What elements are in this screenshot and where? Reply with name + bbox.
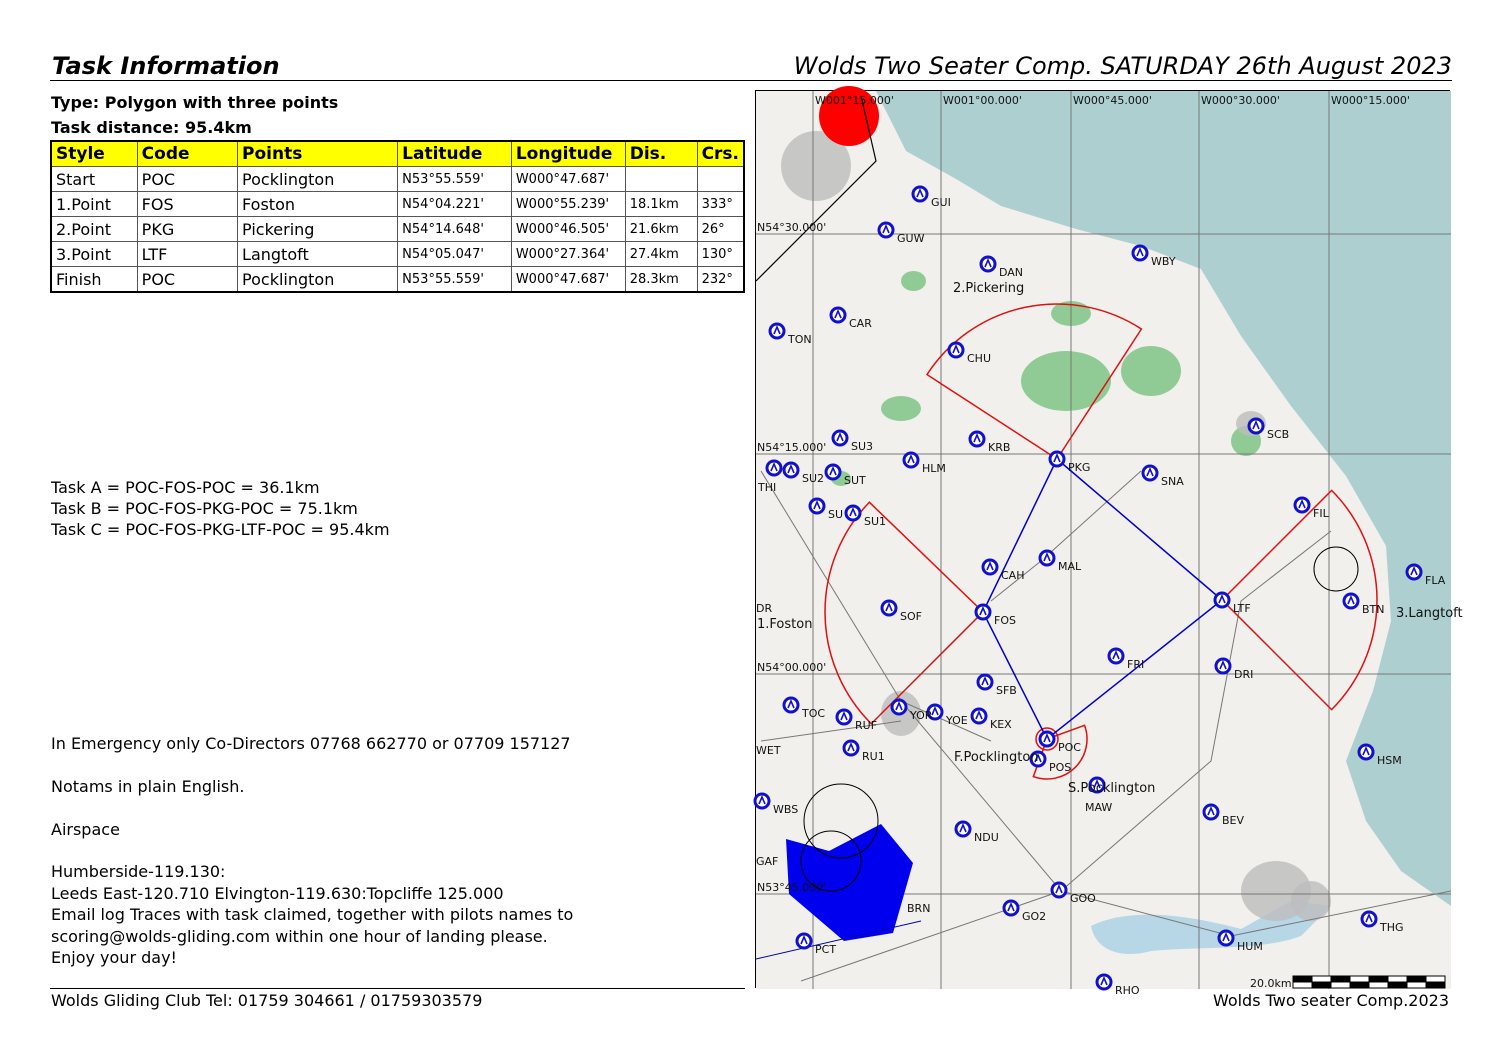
- task-b: Task B = POC-FOS-PKG-POC = 75.1km: [51, 499, 358, 518]
- waypoint-label: SFB: [996, 684, 1017, 697]
- grid-label-lon: W000°30.000': [1201, 94, 1280, 107]
- waypoint-fri[interactable]: [1109, 649, 1123, 663]
- cell-course: 333°: [697, 192, 744, 217]
- col-style: Style: [51, 141, 137, 167]
- waypoint-sfb[interactable]: [978, 675, 992, 689]
- waypoint-label: WBY: [1151, 255, 1176, 268]
- cell-code: POC: [137, 267, 237, 293]
- cell-distance: [625, 167, 697, 192]
- notams-note: Notams in plain English.: [51, 777, 245, 796]
- cell-point: Pocklington: [238, 167, 398, 192]
- waypoint-btn[interactable]: [1344, 594, 1358, 608]
- waypoint-label: CAR: [849, 317, 872, 330]
- turnpoint-label: 1.Foston: [757, 617, 813, 632]
- waypoint-label: TON: [788, 333, 812, 346]
- cell-distance: 27.4km: [625, 242, 697, 267]
- waypoint-bev[interactable]: [1204, 805, 1218, 819]
- turnpoint-label: 2.Pickering: [953, 281, 1025, 296]
- grid-label-lat: N54°00.000': [757, 661, 827, 674]
- waypoint-label: HUM: [1237, 940, 1263, 953]
- cell-longitude: W000°55.239': [511, 192, 625, 217]
- scale-bar-segment: [1312, 982, 1331, 988]
- waypoint-label: CHU: [967, 352, 992, 365]
- cell-longitude: W000°47.687': [511, 167, 625, 192]
- cell-distance: 18.1km: [625, 192, 697, 217]
- grid-label-lon: W000°15.000': [1331, 94, 1410, 107]
- cell-style: Start: [51, 167, 137, 192]
- cell-style: 1.Point: [51, 192, 137, 217]
- waypoint-krb[interactable]: [970, 432, 984, 446]
- task-map[interactable]: [755, 90, 1463, 997]
- waypoint-pkg[interactable]: [1050, 452, 1064, 466]
- waypoint-label: WBS: [773, 803, 799, 816]
- waypoint-su3[interactable]: [833, 431, 847, 445]
- cell-code: PKG: [137, 217, 237, 242]
- cell-longitude: W000°46.505': [511, 217, 625, 242]
- waypoint-label: GAF: [756, 855, 779, 868]
- cell-latitude: N54°05.047': [398, 242, 512, 267]
- scale-bar-segment: [1388, 982, 1407, 988]
- waypoint-label: GO2: [1022, 910, 1047, 923]
- col-distance: Dis.: [625, 141, 697, 167]
- waypoint-fla[interactable]: [1407, 565, 1421, 579]
- table-row: [51, 167, 744, 192]
- waypoint-label: SUT: [844, 474, 866, 487]
- waypoint-su2[interactable]: [784, 463, 798, 477]
- waypoint-ruf[interactable]: [837, 710, 851, 724]
- waypoint-fil[interactable]: [1295, 498, 1309, 512]
- waypoint-gui[interactable]: [913, 187, 927, 201]
- cell-style: 2.Point: [51, 217, 137, 242]
- forest-area: [1021, 351, 1111, 411]
- waypoint-hum[interactable]: [1219, 931, 1233, 945]
- task-distance: Task distance: 95.4km: [51, 118, 252, 137]
- waypoint-label: MAW: [1085, 801, 1113, 814]
- cell-style: Finish: [51, 267, 137, 293]
- waypoint-label: FIL: [1313, 507, 1329, 520]
- table-row: [51, 242, 744, 267]
- waypoint-label: FLA: [1425, 574, 1446, 587]
- waypoint-wbs[interactable]: [755, 794, 769, 808]
- cell-latitude: N53°55.559': [398, 167, 512, 192]
- grid-label-lat: N54°30.000': [757, 221, 827, 234]
- cell-point: Pickering: [238, 217, 398, 242]
- cell-latitude: N54°04.221': [398, 192, 512, 217]
- waypoint-label: RU1: [862, 750, 885, 763]
- col-points: Points: [238, 141, 398, 167]
- waypoint-label: SU3: [851, 440, 874, 453]
- scale-bar-segment: [1426, 982, 1445, 988]
- waypoint-label: YOR: [910, 709, 933, 722]
- cell-course: 26°: [697, 217, 744, 242]
- waypoint-thg[interactable]: [1362, 912, 1376, 926]
- waypoint-label: THG: [1380, 921, 1404, 934]
- grid-label-lon: W000°45.000': [1073, 94, 1152, 107]
- footer-comp: Wolds Two seater Comp.2023: [1212, 991, 1449, 1010]
- waypoint-kex[interactable]: [972, 709, 986, 723]
- note-line: scoring@wolds-gliding.com within one hour of landing please.: [51, 927, 548, 946]
- forest-area: [881, 396, 921, 421]
- cell-code: POC: [137, 167, 237, 192]
- col-latitude: Latitude: [398, 141, 512, 167]
- scale-bar-segment: [1369, 982, 1388, 988]
- waypoint-label: HLM: [922, 462, 946, 475]
- waypoint-hsm[interactable]: [1359, 745, 1373, 759]
- waypoint-dri[interactable]: [1216, 659, 1230, 673]
- scale-bar-segment: [1312, 976, 1331, 982]
- forest-area: [1121, 346, 1181, 396]
- grid-label-lon: W001°15.000': [815, 94, 894, 107]
- cell-point: Langtoft: [238, 242, 398, 267]
- waypoint-label: DRI: [1234, 668, 1254, 681]
- waypoint-rho[interactable]: [1097, 975, 1111, 989]
- scale-bar-segment: [1350, 976, 1369, 982]
- waypoint-label: SU: [828, 508, 844, 521]
- scale-bar-segment: [1350, 982, 1369, 988]
- waypoint-label: GOO: [1070, 892, 1096, 905]
- airspace-heading: Airspace: [51, 820, 120, 839]
- waypoint-label: FOS: [994, 614, 1016, 627]
- waypoint-mal[interactable]: [1040, 551, 1054, 565]
- scale-bar-segment: [1293, 976, 1312, 982]
- waypoint-label: POC: [1058, 741, 1081, 754]
- emergency-contact: In Emergency only Co-Directors 07768 662770 or 07709 157127: [51, 734, 571, 753]
- cell-point: Pocklington: [238, 267, 398, 293]
- waypoint-ltf[interactable]: [1215, 593, 1229, 607]
- waypoint-guw[interactable]: [879, 223, 893, 237]
- grid-label-lat: N53°45.000': [757, 881, 827, 894]
- waypoint-label: SU2: [802, 472, 825, 485]
- waypoint-dan[interactable]: [981, 257, 995, 271]
- waypoint-label: BTN: [1362, 603, 1385, 616]
- waypoint-chu[interactable]: [949, 343, 963, 357]
- table-header-row: [51, 141, 744, 167]
- waypoint-go2[interactable]: [1004, 901, 1018, 915]
- cell-latitude: N53°55.559': [398, 267, 512, 293]
- forest-area: [901, 271, 926, 291]
- cell-latitude: N54°14.648': [398, 217, 512, 242]
- waypoint-label: LTF: [1233, 602, 1251, 615]
- waypoint-label: GUW: [897, 232, 925, 245]
- scale-label: 20.0km: [1250, 977, 1292, 990]
- waypoint-label: GUI: [931, 196, 951, 209]
- waypoint-label: CAH: [1001, 569, 1025, 582]
- waypoint-poc[interactable]: [1040, 732, 1054, 746]
- map-canvas: [756, 91, 1463, 997]
- waypoint-car[interactable]: [831, 308, 845, 322]
- note-line: Leeds East-120.710 Elvington-119.630:Topcliffe 125.000: [51, 884, 504, 903]
- cell-longitude: W000°47.687': [511, 267, 625, 293]
- cell-code: LTF: [137, 242, 237, 267]
- waypoint-label: RUF: [855, 719, 878, 732]
- cell-course: 130°: [697, 242, 744, 267]
- title-divider: [50, 80, 1452, 81]
- cell-longitude: W000°27.364': [511, 242, 625, 267]
- turnpoint-label: F.Pocklington: [954, 750, 1039, 765]
- waypoint-goo[interactable]: [1052, 883, 1066, 897]
- waypoint-label: POS: [1049, 761, 1072, 774]
- page-title: Task Information: [52, 52, 280, 80]
- waypoint-label: BRN: [907, 902, 931, 915]
- note-line: Humberside-119.130:: [51, 862, 226, 881]
- waypoint-label: MAL: [1058, 560, 1082, 573]
- waypoint-thi[interactable]: [767, 461, 781, 475]
- waypoint-label: FRI: [1127, 658, 1145, 671]
- col-longitude: Longitude: [511, 141, 625, 167]
- waypoint-label: BEV: [1222, 814, 1245, 827]
- town-area: [1291, 881, 1331, 921]
- waypoint-label: SCB: [1267, 428, 1290, 441]
- waypoint-ru1[interactable]: [844, 741, 858, 755]
- waypoint-hlm[interactable]: [904, 453, 918, 467]
- scale-bar-segment: [1369, 976, 1388, 982]
- scale-bar-segment: [1388, 976, 1407, 982]
- waypoint-scb[interactable]: [1249, 419, 1263, 433]
- note-line: Enjoy your day!: [51, 948, 177, 967]
- table-row: [51, 217, 744, 242]
- waypoint-label: KRB: [988, 441, 1011, 454]
- cell-style: 3.Point: [51, 242, 137, 267]
- task-c: Task C = POC-FOS-PKG-LTF-POC = 95.4km: [51, 520, 390, 539]
- waypoint-label: PCT: [815, 943, 837, 956]
- col-code: Code: [137, 141, 237, 167]
- waypoint-label: NDU: [974, 831, 999, 844]
- scale-bar-segment: [1426, 976, 1445, 982]
- footer-divider: [50, 988, 745, 989]
- cell-point: Foston: [238, 192, 398, 217]
- cell-distance: 21.6km: [625, 217, 697, 242]
- note-line: Email log Traces with task claimed, together with pilots names to: [51, 905, 574, 924]
- table-row: [51, 267, 744, 293]
- waypoint-label: PKG: [1068, 461, 1091, 474]
- scale-bar-segment: [1293, 982, 1312, 988]
- cell-course: 232°: [697, 267, 744, 293]
- waypoint-label: SNA: [1161, 475, 1184, 488]
- waypoint-pct[interactable]: [797, 934, 811, 948]
- competition-title: Wolds Two Seater Comp. SATURDAY 26th August 2023: [793, 52, 1452, 80]
- task-type: Type: Polygon with three points: [51, 93, 339, 112]
- waypoint-su1[interactable]: [846, 506, 860, 520]
- waypoint-label: HSM: [1377, 754, 1402, 767]
- scale-bar-segment: [1407, 976, 1426, 982]
- waypoint-su[interactable]: [810, 499, 824, 513]
- footer-club: Wolds Gliding Club Tel: 01759 304661 / 01759303579: [51, 991, 483, 1010]
- scale-bar-segment: [1407, 982, 1426, 988]
- waypoint-cah[interactable]: [983, 560, 997, 574]
- waypoint-label: TOC: [802, 707, 826, 720]
- waypoint-label: THI: [758, 481, 777, 494]
- waypoint-label: YOE: [946, 714, 968, 727]
- waypoint-label: SOF: [900, 610, 922, 623]
- waypoint-sof[interactable]: [882, 601, 896, 615]
- cell-course: [697, 167, 744, 192]
- waypoint-label: DAN: [999, 266, 1024, 279]
- scale-bar-segment: [1331, 982, 1350, 988]
- waypoint-ndu[interactable]: [956, 822, 970, 836]
- scale-bar-segment: [1331, 976, 1350, 982]
- waypoint-label: DR: [756, 602, 773, 615]
- table-row: [51, 192, 744, 217]
- grid-label-lon: W001°00.000': [943, 94, 1022, 107]
- turnpoint-label: 3.Langtoft: [1396, 606, 1463, 621]
- waypoint-wby[interactable]: [1133, 246, 1147, 260]
- waypoint-label: SU1: [864, 515, 887, 528]
- waypoint-label: KEX: [990, 718, 1012, 731]
- col-course: Crs.: [697, 141, 744, 167]
- turnpoint-label: S.Pocklington: [1068, 781, 1156, 796]
- waypoint-toc[interactable]: [784, 698, 798, 712]
- grid-label-lat: N54°15.000': [757, 441, 827, 454]
- waypoint-label: WET: [756, 744, 781, 757]
- waypoint-ton[interactable]: [770, 324, 784, 338]
- cell-distance: 28.3km: [625, 267, 697, 293]
- waypoint-sut[interactable]: [826, 465, 840, 479]
- task-a: Task A = POC-FOS-POC = 36.1km: [51, 478, 320, 497]
- task-table: [50, 140, 745, 293]
- cell-code: FOS: [137, 192, 237, 217]
- waypoint-sna[interactable]: [1143, 466, 1157, 480]
- waypoint-label: RHO: [1115, 984, 1140, 997]
- waypoint-yor[interactable]: [892, 700, 906, 714]
- waypoint-fos[interactable]: [976, 605, 990, 619]
